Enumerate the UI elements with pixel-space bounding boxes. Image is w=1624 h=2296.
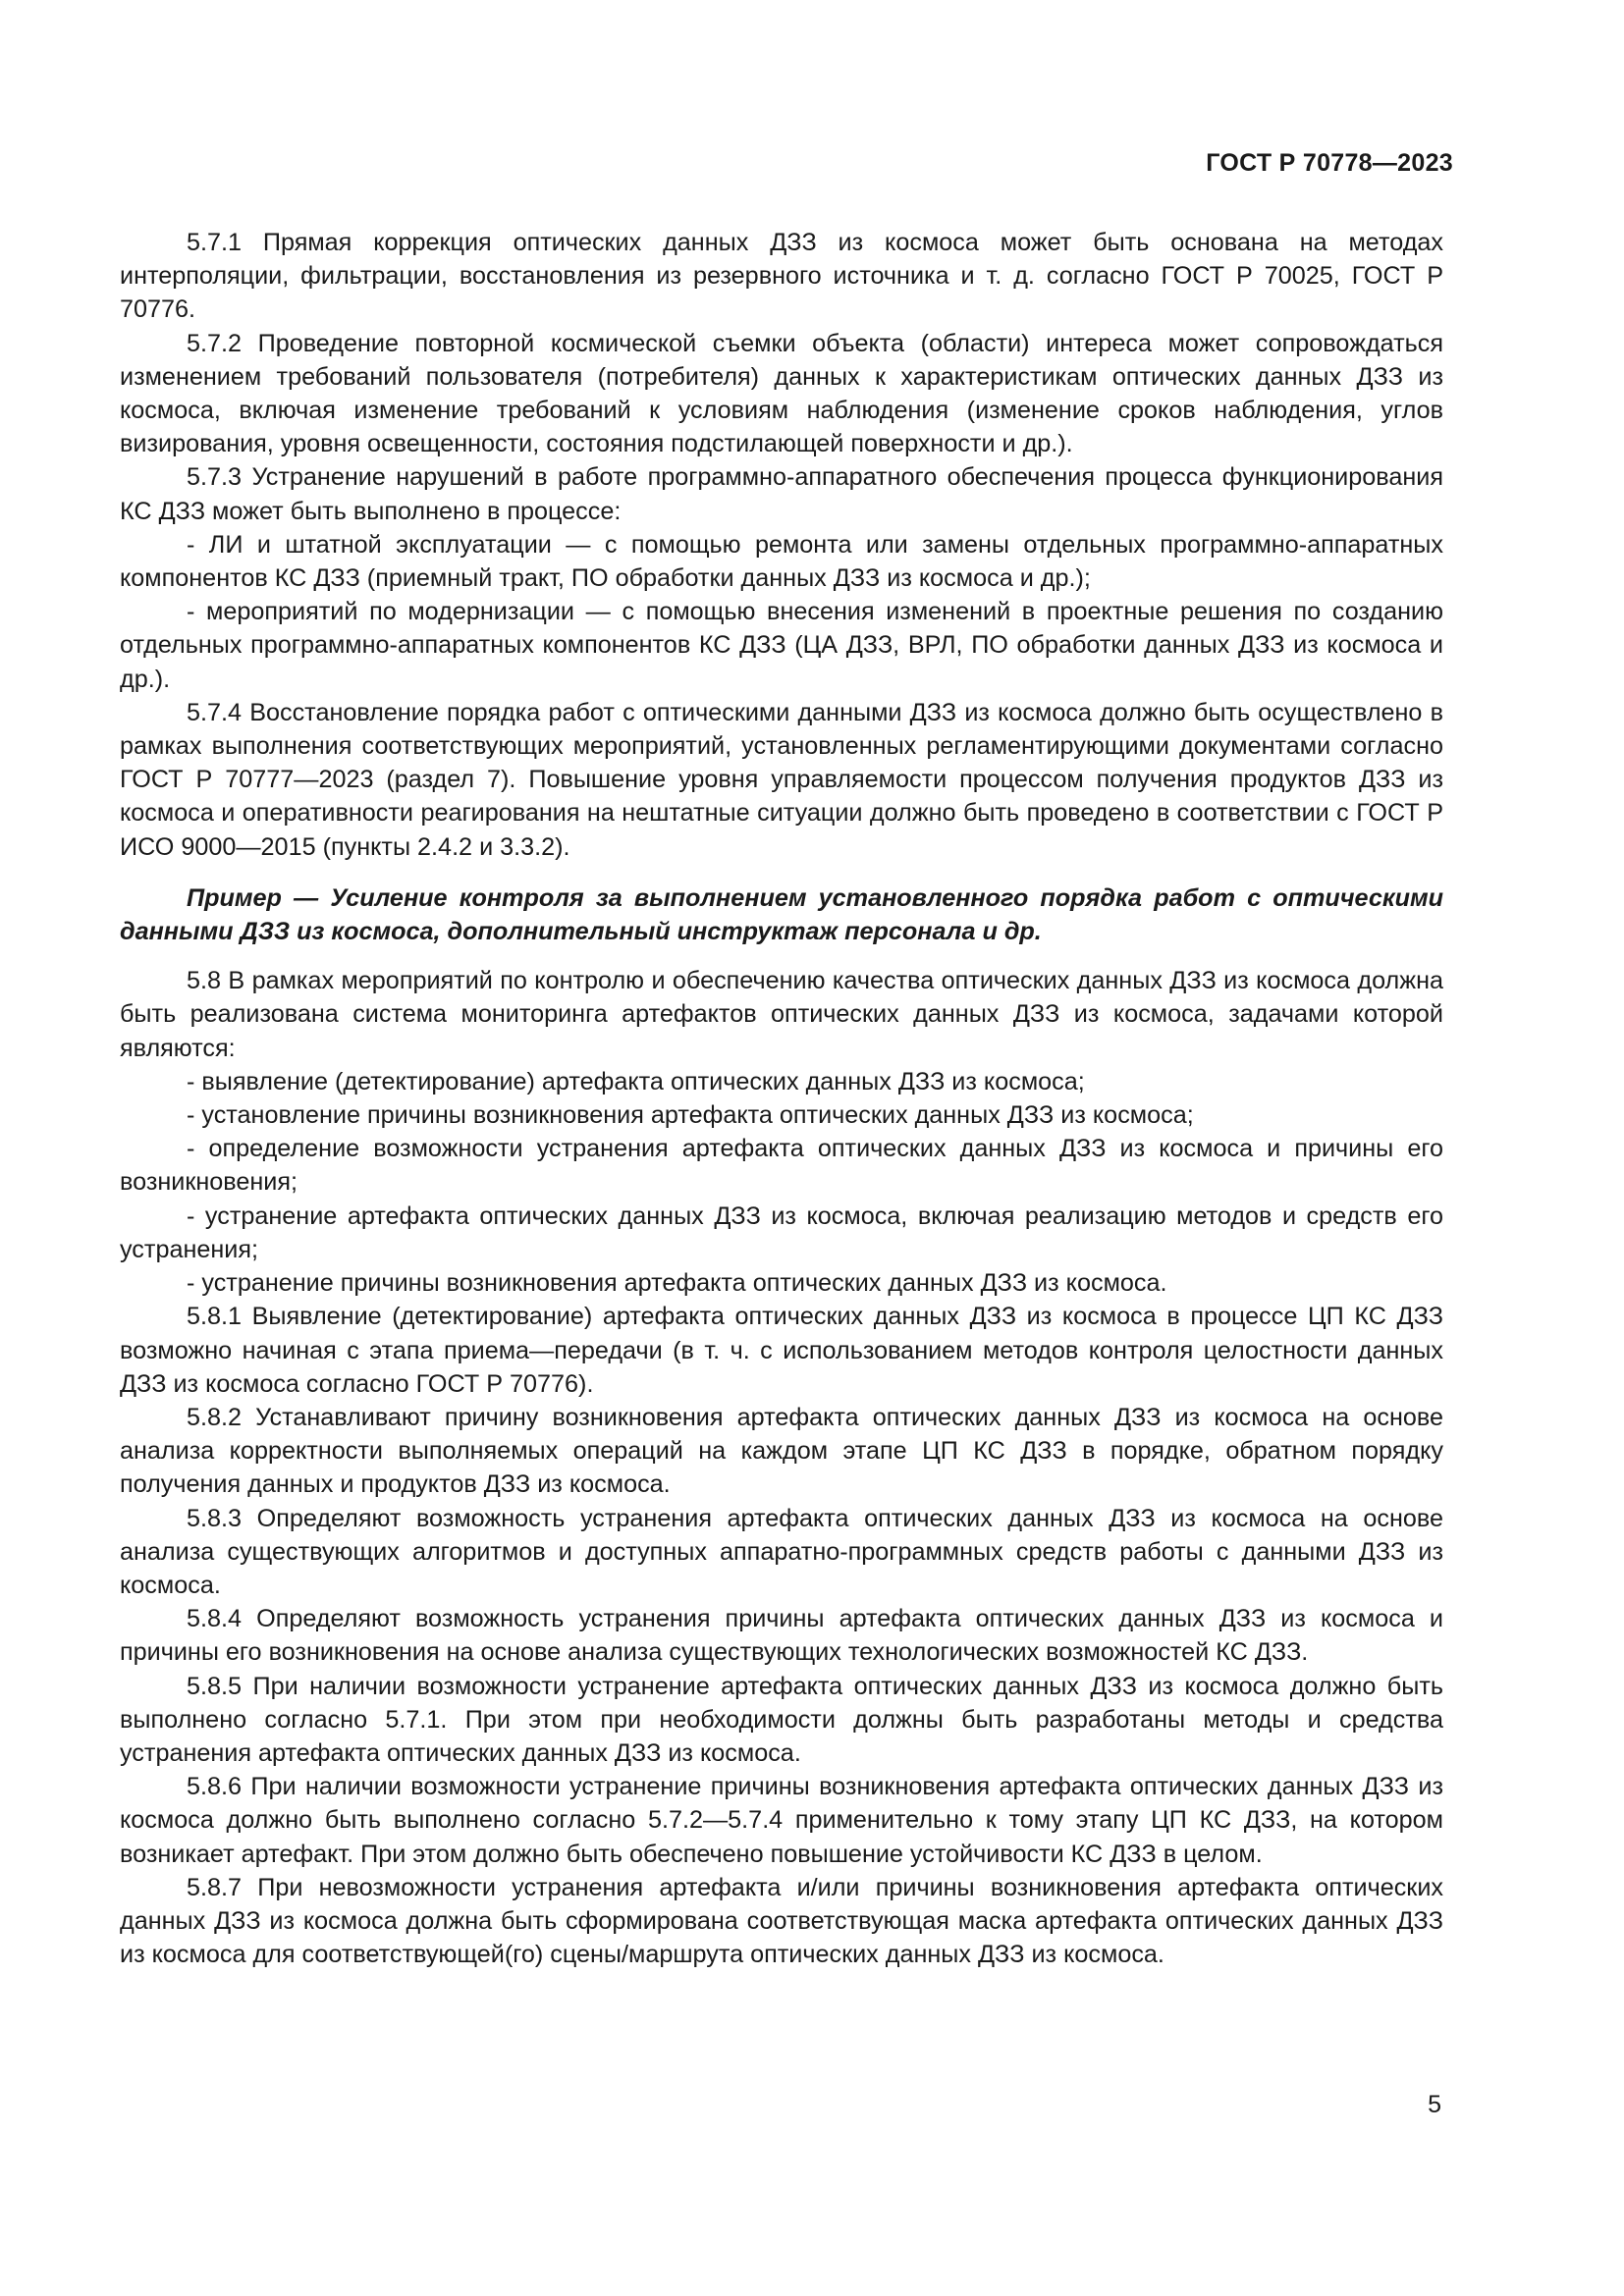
page-number: 5 (1428, 2091, 1441, 2118)
paragraph-5-8-5: 5.8.5 При наличии возможности устранение артефакта оптических данных ДЗЗ из космоса должно быть выполнено согласно 5.7.1. При этом при необходимости должны быть разработаны методы и средства устранения артефакта оптических данных ДЗЗ из космоса. (120, 1672, 1443, 1767)
list-item: - определение возможности устранения артефакта оптических данных ДЗЗ из космоса и причины его возникновения; (120, 1135, 1443, 1197)
paragraph-5-8-6: 5.8.6 При наличии возможности устранение причины возникновения артефакта оптических данных ДЗЗ из космоса должно быть выполнено согласно 5.7.2—5.7.4 применительно к тому этапу ЦП КС ДЗЗ, на котором возникает артефакт. При этом должно быть обеспечено повышение устойчивости КС ДЗЗ в целом. (120, 1773, 1443, 1868)
paragraph-5-7-3: 5.7.3 Устранение нарушений в работе программно-аппаратного обеспечения процесса функционирования КС ДЗЗ может быть выполнено в процессе: (120, 463, 1443, 525)
document-code-header: ГОСТ Р 70778—2023 (1206, 149, 1453, 177)
paragraph-5-8-7: 5.8.7 При невозможности устранения артефакта и/или причины возникновения артефакта оптических данных ДЗЗ из космоса должна быть сформирована соответствующая маска артефакта оптических данных ДЗЗ из космоса для соответствующей(го) сцены/маршрута оптических данных ДЗЗ из космоса. (120, 1873, 1443, 1969)
list-item: - выявление (детектирование) артефакта оптических данных ДЗЗ из космоса; (187, 1067, 1085, 1095)
list-item: - ЛИ и штатной эксплуатации — с помощью ремонта или замены отдельных программно-аппаратных компонентов КС ДЗЗ (приемный тракт, ПО обработки данных ДЗЗ из космоса и др.); (120, 530, 1443, 593)
list-item: - устранение артефакта оптических данных ДЗЗ из космоса, включая реализацию методов и средств его устранения; (120, 1201, 1443, 1263)
paragraph-5-8-1: 5.8.1 Выявление (детектирование) артефакта оптических данных ДЗЗ из космоса в процессе ЦП КС ДЗЗ возможно начиная с этапа приема—передачи (в т. ч. с использованием методов контроля целостности данных ДЗЗ из космоса согласно ГОСТ Р 70776). (120, 1303, 1443, 1398)
list-item: - устранение причины возникновения артефакта оптических данных ДЗЗ из космоса. (187, 1269, 1167, 1298)
paragraph-5-8: 5.8 В рамках мероприятий по контролю и обеспечению качества оптических данных ДЗЗ из космоса должна быть реализована система мониторинга артефактов оптических данных ДЗЗ из космоса, задачами которой являются: (120, 967, 1443, 1062)
document-body (120, 226, 1443, 1971)
example-note: Пример — Усиление контроля за выполнением установленного порядка работ с оптическими данными ДЗЗ из космоса, дополнительный инструктаж персонала и др. (120, 883, 1443, 946)
paragraph-5-8-4: 5.8.4 Определяют возможность устранения причины артефакта оптических данных ДЗЗ из космоса и причины его возникновения на основе анализа существующих технологических возможностей КС ДЗЗ. (120, 1605, 1443, 1667)
list-item: - мероприятий по модернизации — с помощью внесения изменений в проектные решения по созданию отдельных программно-аппаратных компонентов КС ДЗЗ (ЦА ДЗЗ, ВРЛ, ПО обработки данных ДЗЗ из космоса и др.). (120, 598, 1443, 693)
paragraph-5-7-1: 5.7.1 Прямая коррекция оптических данных ДЗЗ из космоса может быть основана на методах интерполяции, фильтрации, восстановления из резервного источника и т. д. согласно ГОСТ Р 70025, ГОСТ Р 70776. (120, 229, 1443, 324)
list-item: - установление причины возникновения артефакта оптических данных ДЗЗ из космоса; (187, 1101, 1194, 1130)
paragraph-5-8-3: 5.8.3 Определяют возможность устранения артефакта оптических данных ДЗЗ из космоса на основе анализа существующих алгоритмов и доступных аппаратно-программных средств работы с данными ДЗЗ из космоса. (120, 1504, 1443, 1599)
paragraph-5-7-4: 5.7.4 Восстановление порядка работ с оптическими данными ДЗЗ из космоса должно быть осуществлено в рамках выполнения соответствующих мероприятий, установленных регламентирующими документами согласно ГОСТ Р 70777—2023 (раздел 7). Повышение уровня управляемости процессом получения продуктов ДЗЗ из космоса и оперативности реагирования на нештатные ситуации должно быть проведено в соответствии с ГОСТ Р ИСО 9000—2015 (пункты 2.4.2 и 3.3.2). (120, 698, 1443, 861)
paragraph-5-8-2: 5.8.2 Устанавливают причину возникновения артефакта оптических данных ДЗЗ из космоса на основе анализа корректности выполняемых операций на каждом этапе ЦП КС ДЗЗ в порядке, обратном порядку получения данных и продуктов ДЗЗ из космоса. (120, 1403, 1443, 1499)
paragraph-5-7-2: 5.7.2 Проведение повторной космической съемки объекта (области) интереса может сопровождаться изменением требований пользователя (потребителя) данных к характеристикам оптических данных ДЗЗ из космоса, включая изменение требований к условиям наблюдения (изменение сроков наблюдения, углов визирования, уровня освещенности, состояния подстилающей поверхности и др.). (120, 329, 1443, 458)
